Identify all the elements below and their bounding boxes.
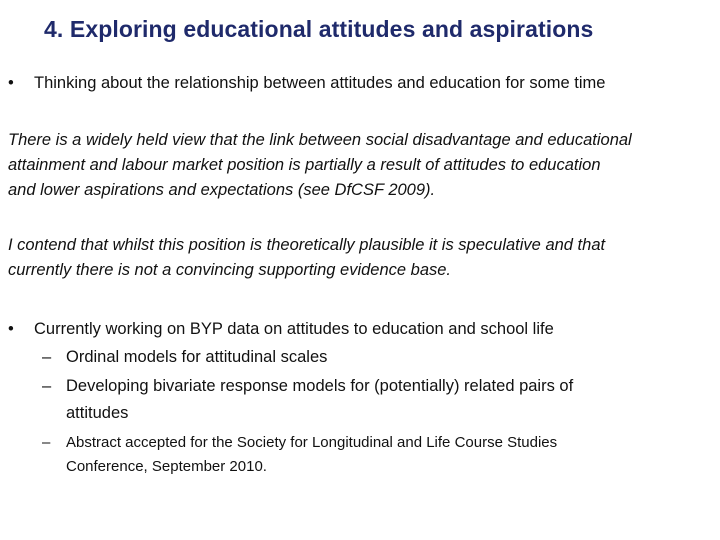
paragraph-line: I contend that whilst this position is theoretically plausible it is speculative and that (8, 236, 606, 254)
sub-item-line: attitudes (66, 404, 129, 422)
paragraph-line: There is a widely held view that the link between social disadvantage and educational (8, 131, 632, 149)
bullet-icon: • (8, 320, 14, 338)
bullet-item-currently-working (8, 318, 554, 340)
paragraph-widely-held-view (8, 128, 708, 203)
dash-icon: – (42, 434, 51, 451)
sub-item-text (66, 373, 573, 427)
paragraph-contention (8, 233, 708, 283)
bullet-item-thinking (8, 72, 605, 94)
paragraph-line: attainment and labour market position is partially a result of attitudes to education (8, 156, 601, 174)
sub-item-text (66, 344, 327, 371)
bullet-icon: • (8, 74, 14, 92)
dash-icon: – (42, 348, 52, 366)
bullet-text: Currently working on BYP data on attitudes to education and school life (34, 320, 554, 338)
sub-item-text (66, 431, 557, 479)
paragraph-line: currently there is not a convincing supporting evidence base. (8, 261, 452, 279)
bullet-text: Thinking about the relationship between attitudes and education for some time (34, 74, 606, 92)
slide-title: 4. Exploring educational attitudes and aspirations (44, 16, 594, 42)
sub-item-line: Conference, September 2010. (66, 458, 267, 475)
paragraph-line: and lower aspirations and expectations (see DfCSF 2009). (8, 181, 436, 199)
sub-item-bivariate-models (42, 373, 573, 427)
sub-item-line: Developing bivariate response models for (potentially) related pairs of (66, 377, 574, 395)
sub-item-abstract-accepted (42, 431, 557, 479)
sub-item-line: Ordinal models for attitudinal scales (66, 348, 328, 366)
sub-item-ordinal-models (42, 344, 327, 371)
sub-item-line: Abstract accepted for the Society for Longitudinal and Life Course Studies (66, 434, 558, 451)
dash-icon: – (42, 377, 52, 395)
